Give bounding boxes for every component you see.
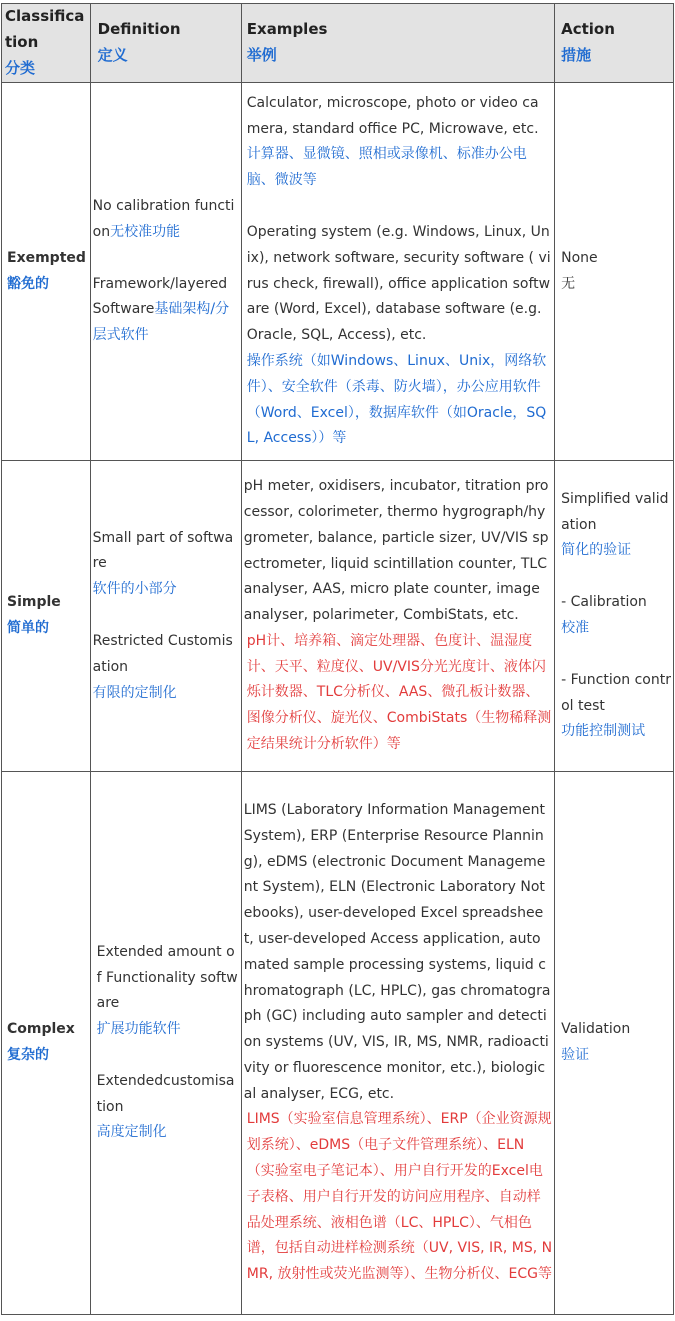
examples-zh: LIMS（实验室信息管理系统）、ERP（企业资源规划系统）、eDMS（电子文件管理系统）、ELN（实验室电子笔记本）、用户自行开发的Excel电子表格、用户自行开发的访问应用程序、自动样品处理系统、液相色谱（LC、HPLC）、气相色谱，包括自动进样检测系统（UV, VIS, IR, MS, NMR, 放射性或荧光监测等）、生物分析仪、ECG等: [246, 1111, 553, 1283]
header-definition-zh: 定义: [97, 46, 128, 64]
examples-zh: pH计、培养箱、滴定处理器、色度计、温湿度计、天平、粒度仪、UV/VIS分光光度计、液体闪烁计数器、TLC分析仪、AAS、微孔板计数器、图像分析仪、旋光仪、CombiStats（生物稀释测定结果统计分析软件）等: [246, 632, 552, 753]
definition-en: Small part of software: [92, 529, 234, 572]
definition-en: Restricted Customisation: [92, 633, 233, 675]
action-en: None: [561, 249, 598, 266]
definition-en: Extendedcustomisation: [96, 1072, 235, 1115]
definition-cell: [90, 83, 241, 461]
definition-cell: [90, 461, 241, 772]
classification-cell: [2, 83, 91, 461]
action-zh: 校准: [561, 620, 590, 636]
classification-cell: [2, 461, 91, 772]
definition-zh: 高度定制化: [96, 1124, 167, 1141]
definition-zh: 软件的小部分: [92, 581, 177, 598]
table-row-simple: [2, 461, 674, 772]
action-zh: 简化的验证: [561, 542, 632, 559]
table-row-exempted: [2, 83, 674, 461]
examples-zh: 计算器、显微镜、照相或录像机、标准办公电脑、微波等: [246, 146, 527, 189]
classification-en: Exempted: [7, 249, 86, 266]
examples-en: Operating system (e.g. Windows, Linux, Unix), network software, security software ( virus check, firewall), office application software (Word, Excel), database software (e.g. Oracle, SQL, Access), etc.: [246, 224, 551, 344]
definition-zh: 扩展功能软件: [96, 1021, 181, 1038]
examples-en: Calculator, microscope, photo or video camera, standard office PC, Microwave, etc.: [246, 94, 539, 137]
header-classification-zh: 分类: [5, 58, 36, 77]
action-en: - Calibration: [561, 594, 647, 611]
action-zh: 验证: [561, 1047, 590, 1063]
table-row-complex: [2, 772, 674, 1315]
action-cell: [555, 772, 674, 1315]
header-action-en: Action: [561, 20, 615, 39]
examples-en: pH meter, oxidisers, incubator, titration processor, colorimeter, thermo hygrograph/hygrometer, balance, particle sizer, UV/VIS spectrometer, liquid scintillation counter, TLC analyser, AAS, micro plate counter, image analyser, polarimeter, CombiStats, etc.: [243, 478, 549, 624]
header-definition: [90, 4, 241, 83]
action-zh: 功能控制测试: [561, 723, 646, 740]
classification-en: Complex: [7, 1021, 75, 1038]
header-classification: [2, 4, 91, 83]
header-examples-en: Examples: [246, 20, 328, 39]
classification-zh: 复杂的: [7, 1047, 49, 1063]
action-en: Validation: [561, 1021, 631, 1038]
action-zh: 无: [561, 275, 576, 292]
classification-cell: [2, 772, 91, 1315]
header-examples-zh: 举例: [246, 46, 277, 64]
action-en: Simplified validation: [561, 490, 669, 533]
header-examples: [241, 4, 554, 83]
header-action: [555, 4, 674, 83]
classification-en: Simple: [7, 594, 61, 611]
header-classification-en: Classification: [5, 7, 85, 52]
examples-cell: [241, 461, 554, 772]
header-definition-en: Definition: [97, 20, 181, 39]
header-action-zh: 措施: [561, 46, 592, 64]
definition-cell: [90, 772, 241, 1315]
classification-table: [1, 3, 674, 1315]
examples-zh: 操作系统（如Windows、Linux、Unix，网络软件）、安全软件（杀毒、防火墙），办公应用软件（Word、Excel），数据库软件（如Oracle，SQL, Access））等: [246, 352, 547, 447]
classification-zh: 简单的: [7, 620, 49, 636]
examples-en: LIMS (Laboratory Information Management System), ERP (Enterprise Resource Planning), eDMS (electronic Document Management System), ELN (Electronic Laboratory Notebooks), user-developed Excel spreadsheet, user-developed Access application, automated sample processing systems, liquid chromatograph (LC, HPLC), gas chromatograph (GC) including auto sampler and detection systems (UV, VIS, IR, MS, NMR, radioactivity or fluorescence monitor, etc.), biological analyser, ECG, etc.: [243, 801, 551, 1102]
examples-cell: [241, 772, 554, 1315]
table-header-row: [2, 4, 674, 83]
definition-en: Extended amount of Functionality software: [96, 943, 238, 1012]
classification-zh: 豁免的: [7, 275, 49, 292]
action-cell: [555, 461, 674, 772]
action-en: - Function control test: [561, 671, 671, 714]
definition-zh: 有限的定制化: [92, 684, 177, 701]
examples-cell: [241, 83, 554, 461]
definition-item: No calibration function无校准功能: [92, 198, 235, 240]
definition-item: Framework/layered Software基础架构/分层式软件: [92, 275, 230, 344]
action-cell: [555, 83, 674, 461]
